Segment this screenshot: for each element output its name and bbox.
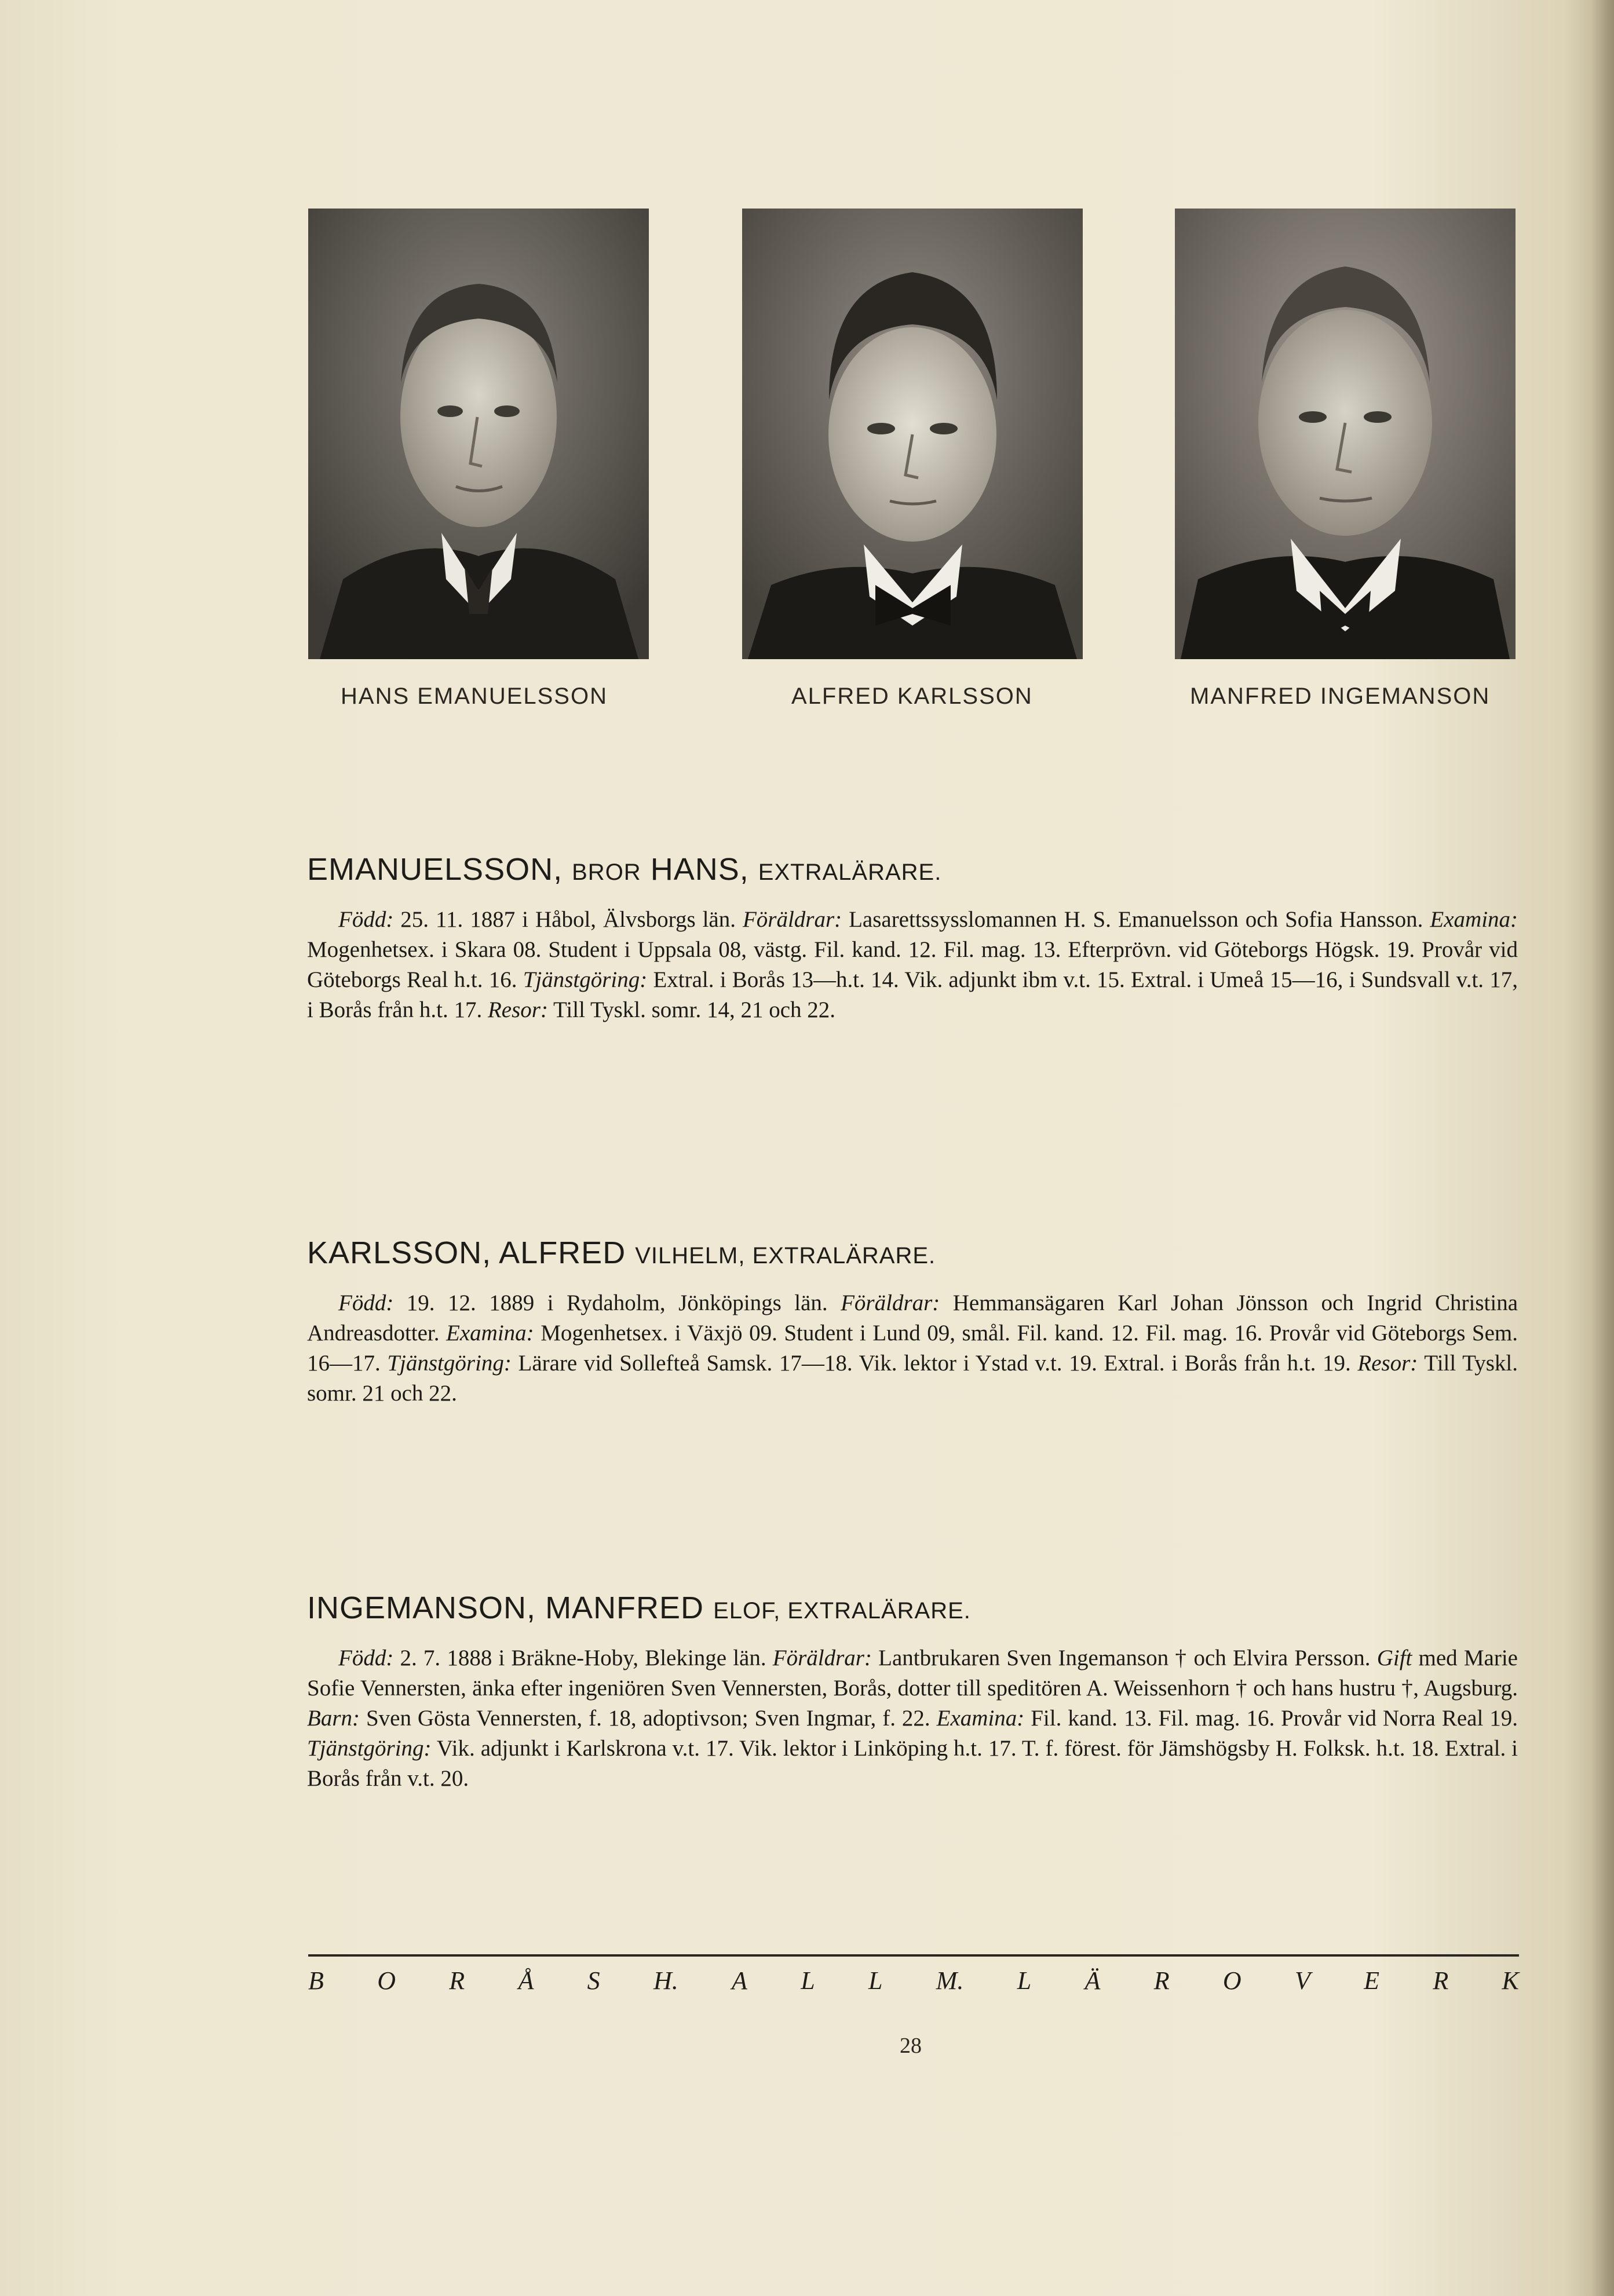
field-label: Examina: <box>446 1321 534 1346</box>
caption-portrait-3: MANFRED INGEMANSON <box>1190 683 1491 709</box>
field-label: Gift <box>1376 1646 1412 1670</box>
field-text: Mogenhetsex. i Skara 08. Student i Uppsala 08, västg. Fil. kand. 12. Fil. mag. 13. Efterprövn. vid Göteborgs Högsk. 19. Provår vid Göteborgs Real h.t. 16. <box>307 937 1518 992</box>
portrait-manfred-ingemanson <box>1175 209 1516 659</box>
footer-rule <box>308 1954 1519 1957</box>
footer-letter: A <box>732 1966 747 1995</box>
entry-surname: EMANUELSSON, <box>307 852 563 887</box>
footer-letter: K <box>1502 1966 1519 1995</box>
footer-letter: Ä <box>1084 1966 1101 1995</box>
caption-portrait-1: HANS EMANUELSSON <box>341 683 608 709</box>
entry-title: VILHELM, EXTRALÄRARE. <box>635 1243 936 1268</box>
footer-letter: R <box>449 1966 465 1995</box>
portrait-hans-emanuelsson <box>308 209 649 659</box>
footer-letter: V <box>1294 1966 1310 1995</box>
page-number: 28 <box>900 2034 922 2058</box>
entry-title: EXTRALÄRARE. <box>758 860 942 885</box>
field-label: Resor: <box>487 997 548 1022</box>
field-label: Född: <box>338 1290 394 1315</box>
field-text: Fil. kand. 13. Fil. mag. 16. Provår vid Norra Real 19. <box>1024 1706 1518 1731</box>
field-text: Till Tyskl. somr. 14, 21 och 22. <box>547 997 836 1022</box>
entry-body <box>307 1288 1518 1409</box>
field-label: Föräldrar: <box>772 1646 872 1670</box>
field-label: Tjänstgöring: <box>387 1351 512 1376</box>
footer-letter: L <box>801 1966 815 1995</box>
entry-surname: INGEMANSON, <box>307 1591 536 1625</box>
field-text: 19. 12. 1889 i Rydaholm, Jönköpings län. <box>393 1290 841 1315</box>
footer-letter: L <box>1017 1966 1032 1995</box>
field-text: 2. 7. 1888 i Bräkne-Hoby, Blekinge län. <box>393 1646 773 1670</box>
caption-portrait-2: ALFRED KARLSSON <box>791 683 1033 709</box>
field-text: Mogenhetsex. i Växjö 09. Student i Lund 09, smål. Fil. kand. 12. Fil. mag. 16. Provår vid Göteborgs Sem. 16—17. <box>307 1321 1518 1376</box>
field-label: Tjänstgöring: <box>523 967 648 992</box>
entry-emanuelsson <box>307 851 1518 1025</box>
field-text: Vik. adjunkt i Karlskrona v.t. 17. Vik. lektor i Linköping h.t. 17. T. f. förest. för Jämshögsby H. Folksk. h.t. 18. Extral. i Borås från v.t. 20. <box>307 1736 1518 1791</box>
footer-letter: H. <box>653 1966 678 1995</box>
footer-letter: Å <box>518 1966 534 1995</box>
entry-surname: KARLSSON, <box>307 1235 492 1270</box>
entry-main-name: ALFRED <box>499 1235 626 1270</box>
field-text: Lärare vid Sollefteå Samsk. 17—18. Vik. lektor i Ystad v.t. 19. Extral. i Borås från h.t. 19. <box>511 1351 1358 1376</box>
footer-letter: S <box>587 1966 600 1995</box>
footer-letter: L <box>868 1966 883 1995</box>
entry-heading <box>307 1590 1518 1626</box>
field-label: Tjänstgöring: <box>307 1736 432 1761</box>
field-label: Föräldrar: <box>841 1290 940 1315</box>
entry-body <box>307 905 1518 1025</box>
entry-main-name: HANS, <box>650 852 749 887</box>
entry-given-name: BROR <box>572 860 641 885</box>
entry-ingemanson <box>307 1590 1518 1794</box>
field-label: Född: <box>338 1646 394 1670</box>
footer-letter: O <box>377 1966 396 1995</box>
field-label: Föräldrar: <box>742 907 842 932</box>
field-text: Hemmansägaren Karl Johan Jönsson och Ingrid Christina Andreasdotter. <box>307 1290 1518 1346</box>
entry-heading <box>307 851 1518 887</box>
footer-running-title <box>308 1966 1519 1995</box>
entry-body <box>307 1643 1518 1794</box>
footer-letter: R <box>1433 1966 1449 1995</box>
field-label: Examina: <box>936 1706 1025 1731</box>
entry-title: ELOF, EXTRALÄRARE. <box>713 1598 971 1624</box>
field-text: Lasarettssysslomannen H. S. Emanuelsson och Sofia Hansson. <box>842 907 1430 932</box>
field-text: Sven Gösta Vennersten, f. 18, adoptivson; Sven Ingmar, f. 22. <box>360 1706 937 1731</box>
field-label: Barn: <box>307 1706 360 1731</box>
entry-karlsson <box>307 1235 1518 1409</box>
page-spine-shadow <box>1591 0 1614 2296</box>
entry-main-name: MANFRED <box>545 1591 704 1625</box>
field-label: Resor: <box>1357 1351 1418 1376</box>
field-label: Examina: <box>1430 907 1518 932</box>
footer-letter: M. <box>936 1966 964 1995</box>
footer-letter: E <box>1364 1966 1380 1995</box>
footer-letter: B <box>308 1966 324 1995</box>
footer-letter: R <box>1153 1966 1170 1995</box>
entry-heading <box>307 1235 1518 1271</box>
field-text: Extral. i Borås 13—h.t. 14. Vik. adjunkt ibm v.t. 15. Extral. i Umeå 15—16, i Sundsvall v.t. 17, i Borås från h.t. 17. <box>307 967 1518 1022</box>
portrait-alfred-karlsson <box>742 209 1083 659</box>
field-text: Lantbrukaren Sven Ingemanson † och Elvira Persson. <box>871 1646 1377 1670</box>
footer-letter: O <box>1222 1966 1241 1995</box>
field-text: med Marie Sofie Vennersten, änka efter ingeniören Sven Vennersten, Borås, dotter till speditören A. Weissenhorn † och hans hustru †, Augsburg. <box>307 1646 1518 1701</box>
field-label: Född: <box>338 907 394 932</box>
field-text: Till Tyskl. somr. 21 och 22. <box>307 1351 1518 1406</box>
field-text: 25. 11. 1887 i Håbol, Älvsborgs län. <box>393 907 743 932</box>
